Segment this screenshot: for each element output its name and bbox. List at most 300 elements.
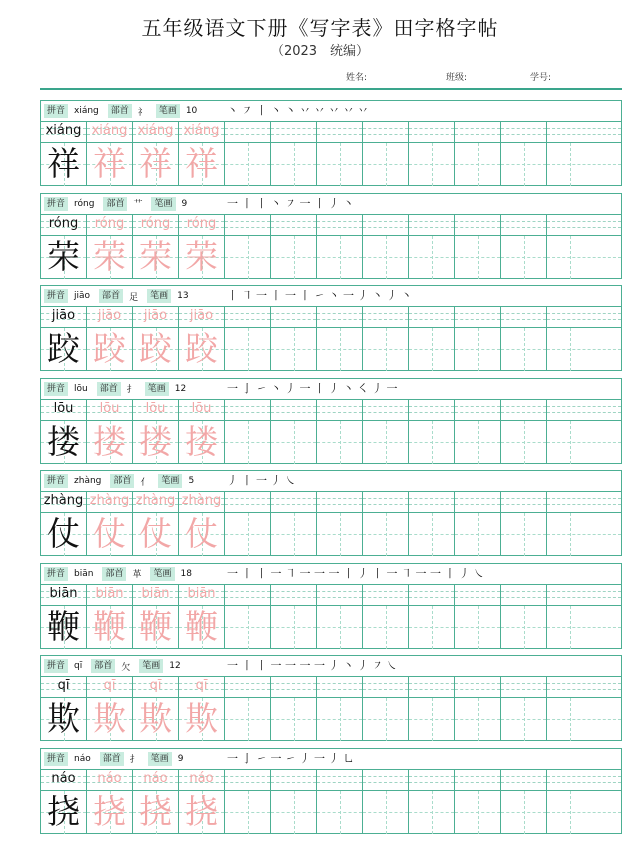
tianzige-cell[interactable]: [271, 143, 317, 186]
tianzige-cell[interactable]: [317, 143, 363, 186]
char-trace: 搂: [139, 421, 172, 461]
pinyin-cell[interactable]: [87, 677, 133, 698]
pinyin-cell[interactable]: [225, 770, 271, 791]
pinyin-cell[interactable]: [363, 585, 409, 606]
guide-line: [501, 627, 546, 628]
tianzige-cell[interactable]: [225, 236, 271, 279]
pinyin-cell[interactable]: [455, 677, 501, 698]
tianzige-cell[interactable]: [87, 421, 133, 464]
tianzige-cell[interactable]: [363, 236, 409, 279]
stroke-count-value: 13: [177, 291, 189, 301]
pinyin-cell[interactable]: [455, 770, 501, 791]
tianzige-cell[interactable]: [455, 143, 501, 186]
tianzige-row: [41, 697, 621, 741]
stroke-count-value: 12: [174, 383, 187, 394]
guide-line: [501, 257, 546, 258]
pinyin-value: xiáng: [74, 106, 99, 116]
pinyin-trace: xiáng: [137, 123, 174, 138]
guide-line: [547, 591, 621, 592]
tianzige-cell[interactable]: [501, 606, 547, 649]
pinyin-cell[interactable]: [409, 400, 455, 421]
pinyin-cell[interactable]: [225, 585, 271, 606]
guide-line: [225, 412, 270, 413]
char-block: [40, 655, 622, 741]
pinyin-cell[interactable]: [317, 122, 363, 143]
guide-line: [455, 442, 500, 443]
guide-line: [501, 412, 546, 413]
tianzige-cell[interactable]: [133, 698, 179, 741]
guide-line: [317, 627, 362, 628]
guide-line: [455, 534, 500, 535]
pinyin-cell[interactable]: [133, 400, 179, 421]
tianzige-cell[interactable]: [317, 791, 363, 834]
pinyin-cell[interactable]: [179, 492, 225, 513]
pinyin-cell[interactable]: [179, 307, 225, 328]
tianzige-cell[interactable]: [133, 328, 179, 371]
pinyin-cell[interactable]: [455, 492, 501, 513]
pinyin-cell[interactable]: [409, 307, 455, 328]
radical-label: 部首: [110, 474, 134, 488]
tianzige-cell[interactable]: [317, 606, 363, 649]
tianzige-cell[interactable]: [179, 513, 225, 556]
pinyin-cell[interactable]: [133, 307, 179, 328]
tianzige-cell[interactable]: [501, 421, 547, 464]
pinyin-cell[interactable]: [547, 492, 621, 513]
char-block: [40, 748, 622, 834]
guide-line: [501, 776, 546, 777]
pinyin-cell[interactable]: [87, 122, 133, 143]
pinyin-cell[interactable]: [41, 770, 87, 791]
pinyin-cell[interactable]: [409, 677, 455, 698]
guide-line: [547, 442, 621, 443]
guide-line: [455, 221, 500, 222]
stroke-count-label: 笔画: [139, 659, 163, 673]
tianzige-cell[interactable]: [179, 328, 225, 371]
char-trace: 挠: [93, 791, 126, 831]
pinyin-cell[interactable]: [547, 215, 621, 236]
tianzige-cell[interactable]: [133, 606, 179, 649]
pinyin-model: xiáng: [45, 123, 82, 138]
guide-line: [501, 683, 546, 684]
pinyin-trace: jiāo: [97, 308, 122, 323]
tianzige-cell[interactable]: [455, 606, 501, 649]
pinyin-trace: lōu: [145, 400, 166, 416]
tianzige-cell[interactable]: [225, 421, 271, 464]
pinyin-trace: náo: [189, 770, 214, 786]
guide-line: [455, 313, 500, 314]
pinyin-cell[interactable]: [455, 585, 501, 606]
pinyin-cell[interactable]: [41, 492, 87, 513]
pinyin-cell[interactable]: [363, 400, 409, 421]
tianzige-cell[interactable]: [41, 328, 87, 371]
char-trace: 仗: [185, 514, 218, 553]
guide-line: [409, 719, 454, 720]
stroke-count-value: 9: [177, 753, 184, 764]
tianzige-cell[interactable]: [409, 328, 455, 371]
pinyin-cell[interactable]: [455, 307, 501, 328]
pinyin-cell[interactable]: [501, 307, 547, 328]
guide-line: [317, 164, 362, 165]
pinyin-cell[interactable]: [87, 307, 133, 328]
pinyin-cell[interactable]: [455, 215, 501, 236]
pinyin-trace: náo: [143, 770, 168, 786]
char-trace: 挠: [185, 791, 218, 831]
pinyin-cell[interactable]: [271, 770, 317, 791]
tianzige-cell[interactable]: [501, 791, 547, 834]
id-label: 学号:: [530, 73, 552, 83]
radical-label: 部首: [108, 104, 132, 118]
pinyin-cell[interactable]: [317, 307, 363, 328]
tianzige-cell[interactable]: [133, 421, 179, 464]
radical-value: 艹: [133, 200, 143, 210]
pinyin-cell[interactable]: [409, 492, 455, 513]
guide-line: [501, 406, 546, 407]
tianzige-cell[interactable]: [547, 513, 621, 556]
pinyin-cell[interactable]: [363, 215, 409, 236]
tianzige-cell[interactable]: [547, 606, 621, 649]
tianzige-cell[interactable]: [179, 421, 225, 464]
tianzige-cell[interactable]: [225, 328, 271, 371]
tianzige-cell[interactable]: [271, 513, 317, 556]
pinyin-cell[interactable]: [363, 492, 409, 513]
pinyin-cell[interactable]: [271, 400, 317, 421]
pinyin-cell[interactable]: [317, 400, 363, 421]
pinyin-cell[interactable]: [225, 677, 271, 698]
pinyin-cell[interactable]: [133, 492, 179, 513]
tianzige-cell[interactable]: [41, 606, 87, 649]
tianzige-cell[interactable]: [409, 791, 455, 834]
pinyin-cell[interactable]: [41, 307, 87, 328]
tianzige-cell[interactable]: [87, 143, 133, 186]
pinyin-cell[interactable]: [409, 770, 455, 791]
guide-line: [225, 349, 270, 350]
tianzige-cell[interactable]: [409, 513, 455, 556]
pinyin-cell[interactable]: [547, 122, 621, 143]
tianzige-cell[interactable]: [409, 698, 455, 741]
guide-line: [455, 683, 500, 684]
tianzige-cell[interactable]: [133, 143, 179, 186]
tianzige-cell[interactable]: [363, 791, 409, 834]
guide-line: [501, 349, 546, 350]
pinyin-cell[interactable]: [363, 770, 409, 791]
tianzige-cell[interactable]: [363, 421, 409, 464]
tianzige-cell[interactable]: [455, 698, 501, 741]
guide-line: [225, 591, 270, 592]
pinyin-cell[interactable]: [409, 122, 455, 143]
pinyin-value: róng: [74, 198, 95, 209]
pinyin-cell[interactable]: [225, 307, 271, 328]
guide-line: [363, 406, 408, 407]
tianzige-cell[interactable]: [363, 328, 409, 371]
guide-line: [363, 534, 408, 535]
tianzige-cell[interactable]: [547, 698, 621, 741]
pinyin-cell[interactable]: [133, 585, 179, 606]
guide-line: [409, 782, 454, 783]
pinyin-cell[interactable]: [501, 770, 547, 791]
pinyin-cell[interactable]: [225, 492, 271, 513]
tianzige-cell[interactable]: [271, 236, 317, 279]
tianzige-cell[interactable]: [547, 328, 621, 371]
guide-line: [225, 319, 270, 320]
char-model: 祥: [47, 144, 80, 183]
tianzige-cell[interactable]: [87, 328, 133, 371]
guide-line: [363, 442, 408, 443]
tianzige-cell[interactable]: [271, 606, 317, 649]
tianzige-cell[interactable]: [87, 513, 133, 556]
guide-line: [271, 221, 316, 222]
tianzige-cell[interactable]: [455, 791, 501, 834]
tianzige-cell[interactable]: [87, 236, 133, 279]
tianzige-cell[interactable]: [179, 236, 225, 279]
pinyin-cell[interactable]: [179, 677, 225, 698]
guide-line: [317, 782, 362, 783]
radical-value: 礻: [137, 107, 147, 118]
tianzige-cell[interactable]: [133, 236, 179, 279]
stroke-order-sequence: 一 丨 丨 丶 ㇇ 一 丨 丿 丶: [227, 196, 354, 210]
tianzige-cell[interactable]: [225, 698, 271, 741]
guide-line: [409, 227, 454, 228]
pinyin-cell[interactable]: [225, 122, 271, 143]
guide-line: [501, 782, 546, 783]
pinyin-cell[interactable]: [271, 492, 317, 513]
pinyin-cell[interactable]: [133, 770, 179, 791]
tianzige-cell[interactable]: [179, 143, 225, 186]
tianzige-cell[interactable]: [87, 698, 133, 741]
guide-line: [271, 719, 316, 720]
pinyin-cell[interactable]: [501, 400, 547, 421]
tianzige-cell[interactable]: [547, 421, 621, 464]
guide-line: [317, 719, 362, 720]
tianzige-cell[interactable]: [363, 606, 409, 649]
pinyin-cell[interactable]: [87, 492, 133, 513]
pinyin-cell[interactable]: [409, 215, 455, 236]
pinyin-cell[interactable]: [87, 215, 133, 236]
student-info-bar: [0, 70, 640, 86]
tianzige-cell[interactable]: [133, 791, 179, 834]
tianzige-cell[interactable]: [87, 606, 133, 649]
pinyin-cell[interactable]: [455, 122, 501, 143]
pinyin-trace: xiáng: [183, 123, 220, 138]
guide-line: [271, 812, 316, 813]
guide-line: [225, 257, 270, 258]
char-trace: 祥: [139, 144, 172, 183]
pinyin-cell[interactable]: [41, 122, 87, 143]
pinyin-cell[interactable]: [363, 122, 409, 143]
guide-line: [317, 406, 362, 407]
tianzige-cell[interactable]: [317, 328, 363, 371]
radical-label: 部首: [99, 289, 123, 303]
guide-line: [225, 812, 270, 813]
guide-line: [455, 134, 500, 135]
pinyin-cell[interactable]: [133, 122, 179, 143]
guide-line: [547, 534, 621, 535]
tianzige-cell[interactable]: [501, 328, 547, 371]
tianzige-cell[interactable]: [41, 421, 87, 464]
pinyin-cell[interactable]: [87, 400, 133, 421]
tianzige-cell[interactable]: [41, 236, 87, 279]
tianzige-cell[interactable]: [225, 791, 271, 834]
pinyin-cell[interactable]: [317, 677, 363, 698]
tianzige-cell[interactable]: [455, 236, 501, 279]
pinyin-cell[interactable]: [179, 215, 225, 236]
tianzige-cell[interactable]: [363, 698, 409, 741]
pinyin-cell[interactable]: [317, 585, 363, 606]
pinyin-cell[interactable]: [271, 215, 317, 236]
pinyin-cell[interactable]: [225, 215, 271, 236]
pinyin-cell[interactable]: [271, 307, 317, 328]
pinyin-cell[interactable]: [363, 677, 409, 698]
pinyin-trace: lōu: [99, 400, 120, 416]
char-trace: 鞭: [185, 606, 218, 646]
radical-label: 部首: [91, 659, 115, 673]
tianzige-cell[interactable]: [317, 698, 363, 741]
guide-line: [547, 689, 621, 690]
char-trace: 祥: [185, 144, 218, 183]
stroke-order-sequence: 一 丨 丨 一 ㇕ 一 一 一 丨 丿 丨 一 ㇕ 一 一 丨 丿 ㇏: [227, 566, 485, 580]
pinyin-cell[interactable]: [501, 585, 547, 606]
pinyin-cell[interactable]: [547, 585, 621, 606]
guide-line: [547, 504, 621, 505]
guide-line: [225, 782, 270, 783]
pinyin-trace: zhàng: [181, 493, 222, 508]
radical-label: 部首: [100, 752, 124, 766]
tianzige-cell[interactable]: [409, 143, 455, 186]
pinyin-cell[interactable]: [271, 585, 317, 606]
pinyin-cell[interactable]: [547, 677, 621, 698]
guide-line: [455, 719, 500, 720]
pinyin-cell[interactable]: [501, 492, 547, 513]
guide-line: [225, 776, 270, 777]
pinyin-cell[interactable]: [179, 122, 225, 143]
pinyin-cell[interactable]: [271, 122, 317, 143]
tianzige-cell[interactable]: [547, 143, 621, 186]
guide-line: [317, 221, 362, 222]
pinyin-cell[interactable]: [547, 770, 621, 791]
pinyin-cell[interactable]: [179, 400, 225, 421]
tianzige-cell[interactable]: [179, 698, 225, 741]
guide-line: [225, 597, 270, 598]
tianzige-cell[interactable]: [41, 143, 87, 186]
tianzige-cell[interactable]: [225, 143, 271, 186]
pinyin-cell[interactable]: [409, 585, 455, 606]
guide-line: [271, 782, 316, 783]
pinyin-cell[interactable]: [225, 400, 271, 421]
tianzige-cell[interactable]: [317, 513, 363, 556]
pinyin-value: jiāo: [74, 291, 91, 301]
guide-line: [317, 313, 362, 314]
tianzige-cell[interactable]: [271, 791, 317, 834]
guide-line: [547, 812, 621, 813]
tianzige-cell[interactable]: [225, 606, 271, 649]
guide-line: [225, 227, 270, 228]
tianzige-cell[interactable]: [501, 143, 547, 186]
pinyin-cell[interactable]: [501, 677, 547, 698]
tianzige-cell[interactable]: [87, 791, 133, 834]
pinyin-cell[interactable]: [41, 677, 87, 698]
tianzige-cell[interactable]: [271, 328, 317, 371]
pinyin-cell[interactable]: [271, 677, 317, 698]
pinyin-trace: zhàng: [89, 493, 130, 508]
pinyin-cell[interactable]: [41, 215, 87, 236]
pinyin-cell[interactable]: [547, 307, 621, 328]
tianzige-cell[interactable]: [41, 698, 87, 741]
pinyin-cell[interactable]: [133, 215, 179, 236]
guide-line: [547, 627, 621, 628]
pinyin-cell[interactable]: [317, 492, 363, 513]
pinyin-cell[interactable]: [41, 585, 87, 606]
tianzige-cell[interactable]: [409, 606, 455, 649]
tianzige-cell[interactable]: [547, 236, 621, 279]
stroke-count-label: 笔画: [150, 567, 174, 581]
stroke-order-sequence: 丶 ㇇ 丨 丶 丶 丷 丷 丷 丷 丷: [227, 104, 369, 117]
pinyin-cell[interactable]: [179, 585, 225, 606]
tianzige-cell[interactable]: [271, 698, 317, 741]
tianzige-cell[interactable]: [455, 421, 501, 464]
guide-line: [317, 504, 362, 505]
guide-line: [455, 319, 500, 320]
tianzige-cell[interactable]: [363, 513, 409, 556]
radical-value: 扌: [129, 755, 139, 765]
pinyin-model: lōu: [53, 400, 74, 416]
guide-line: [547, 719, 621, 720]
tianzige-cell[interactable]: [41, 513, 87, 556]
pinyin-cell[interactable]: [547, 400, 621, 421]
tianzige-cell[interactable]: [409, 421, 455, 464]
tianzige-cell[interactable]: [41, 791, 87, 834]
tianzige-cell[interactable]: [547, 791, 621, 834]
pinyin-label: 拼音: [44, 104, 68, 118]
pinyin-cell[interactable]: [87, 770, 133, 791]
tianzige-cell[interactable]: [225, 513, 271, 556]
guide-line: [225, 406, 270, 407]
stroke-order-sequence: 一 亅 ㇀ 一 ㇀ 丿 一 丿 ㇟: [227, 751, 354, 765]
pinyin-cell[interactable]: [41, 400, 87, 421]
char-trace: 欺: [185, 699, 218, 738]
pinyin-cell[interactable]: [317, 215, 363, 236]
pinyin-cell[interactable]: [133, 677, 179, 698]
pinyin-cell[interactable]: [501, 122, 547, 143]
tianzige-cell[interactable]: [179, 791, 225, 834]
tianzige-cell[interactable]: [317, 421, 363, 464]
tianzige-cell[interactable]: [363, 143, 409, 186]
guide-line: [409, 591, 454, 592]
pinyin-cell[interactable]: [179, 770, 225, 791]
pinyin-cell[interactable]: [87, 585, 133, 606]
pinyin-cell[interactable]: [317, 770, 363, 791]
tianzige-cell[interactable]: [179, 606, 225, 649]
radical-label: 部首: [102, 567, 126, 581]
tianzige-cell[interactable]: [455, 513, 501, 556]
char-block: [40, 100, 622, 186]
pinyin-cell[interactable]: [501, 215, 547, 236]
tianzige-cell[interactable]: [501, 513, 547, 556]
tianzige-cell[interactable]: [409, 236, 455, 279]
tianzige-cell[interactable]: [133, 513, 179, 556]
pinyin-cell[interactable]: [363, 307, 409, 328]
pinyin-row: [41, 399, 621, 421]
tianzige-cell[interactable]: [501, 236, 547, 279]
tianzige-cell[interactable]: [455, 328, 501, 371]
char-info-header: [41, 471, 621, 491]
pinyin-cell[interactable]: [455, 400, 501, 421]
tianzige-cell[interactable]: [501, 698, 547, 741]
tianzige-cell[interactable]: [317, 236, 363, 279]
guide-line: [363, 313, 408, 314]
tianzige-cell[interactable]: [271, 421, 317, 464]
guide-line: [455, 227, 500, 228]
radical-label: 部首: [97, 382, 121, 396]
header-divider: [40, 88, 622, 90]
